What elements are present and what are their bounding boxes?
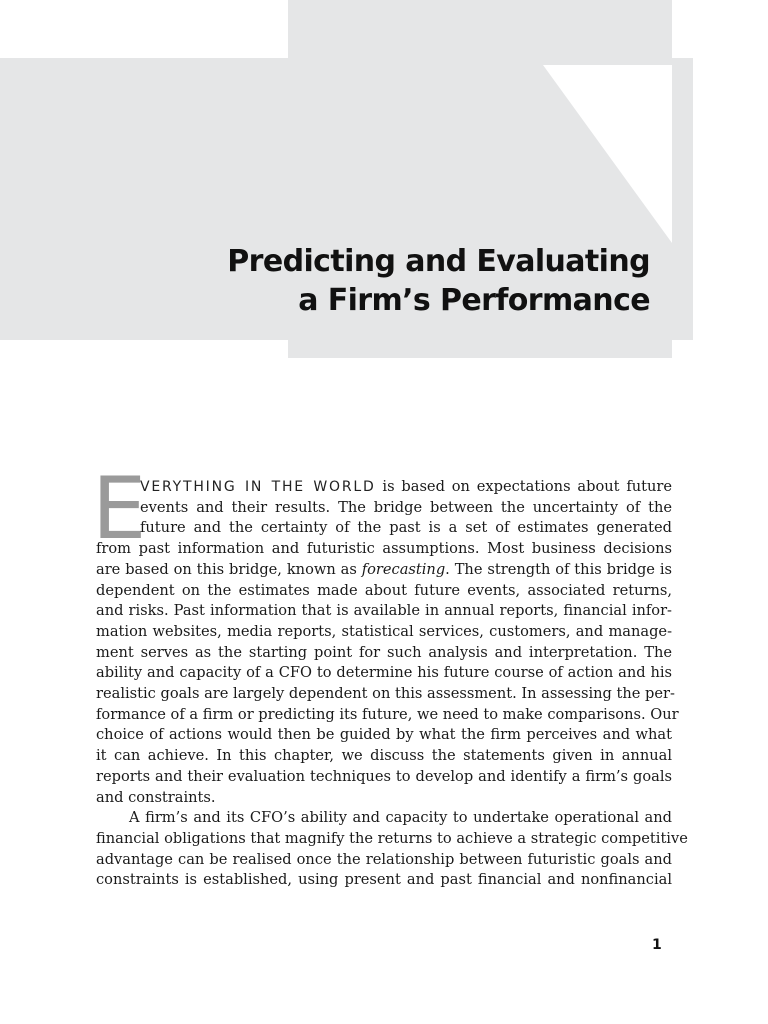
body-line xyxy=(140,477,672,498)
chapter-title xyxy=(227,242,650,320)
body-line: formance of a firm or predicting its future, we need to make comparisons. Our xyxy=(96,705,679,723)
body-line: realistic goals are largely dependent on this assessment. In assessing the per- xyxy=(96,685,675,703)
body-line: mation websites, media reports, statistical services, customers, and manage- xyxy=(96,622,672,640)
emphasis-forecasting: forecasting xyxy=(361,560,446,578)
line-5-start: are based on this bridge, known as xyxy=(96,560,362,578)
body-line: ability and capacity of a CFO to determine his future course of action and his xyxy=(96,664,672,682)
chapter-title-line-2: a Firm’s Performance xyxy=(298,283,650,318)
body-line: A firm’s and its CFO’s ability and capacity to undertake operational and xyxy=(129,809,672,827)
body-line: ment serves as the starting point for such analysis and interpretation. The xyxy=(96,643,672,661)
drop-cap: E xyxy=(92,459,147,559)
line-5-end: . The strength of this bridge is xyxy=(445,560,672,578)
body-line: dependent on the estimates made about future events, associated returns, xyxy=(96,581,672,599)
body-line: and constraints. xyxy=(96,788,216,806)
body-line: advantage can be realised once the relationship between futuristic goals and xyxy=(96,850,672,868)
lead-in-small-caps: VERYTHING IN THE WORLD xyxy=(140,479,376,495)
body-line: from past information and futuristic assumptions. Most business decisions xyxy=(96,540,672,558)
page-number: 1 xyxy=(652,937,662,953)
body-line: constraints is established, using present and past financial and nonfinancial xyxy=(96,871,672,889)
line-1-rest: is based on expectations about future xyxy=(375,478,673,495)
body-line: choice of actions would then be guided by what the firm perceives and what xyxy=(96,726,672,744)
body-line: it can achieve. In this chapter, we discuss the statements given in annual xyxy=(96,747,672,765)
body-text xyxy=(96,477,688,891)
body-line: events and their results. The bridge between the uncertainty of the xyxy=(140,498,672,516)
chapter-title-line-1: Predicting and Evaluating xyxy=(227,244,650,279)
body-line: and risks. Past information that is available in annual reports, financial infor- xyxy=(96,602,672,620)
body-line: financial obligations that magnify the returns to achieve a strategic competitive xyxy=(96,829,688,847)
body-line xyxy=(96,560,672,581)
corner-triangle-decoration xyxy=(543,65,672,243)
body-line: future and the certainty of the past is a set of estimates generated xyxy=(140,519,672,537)
body-line: reports and their evaluation techniques to develop and identify a firm’s goals xyxy=(96,767,672,785)
header-edge xyxy=(671,58,693,340)
